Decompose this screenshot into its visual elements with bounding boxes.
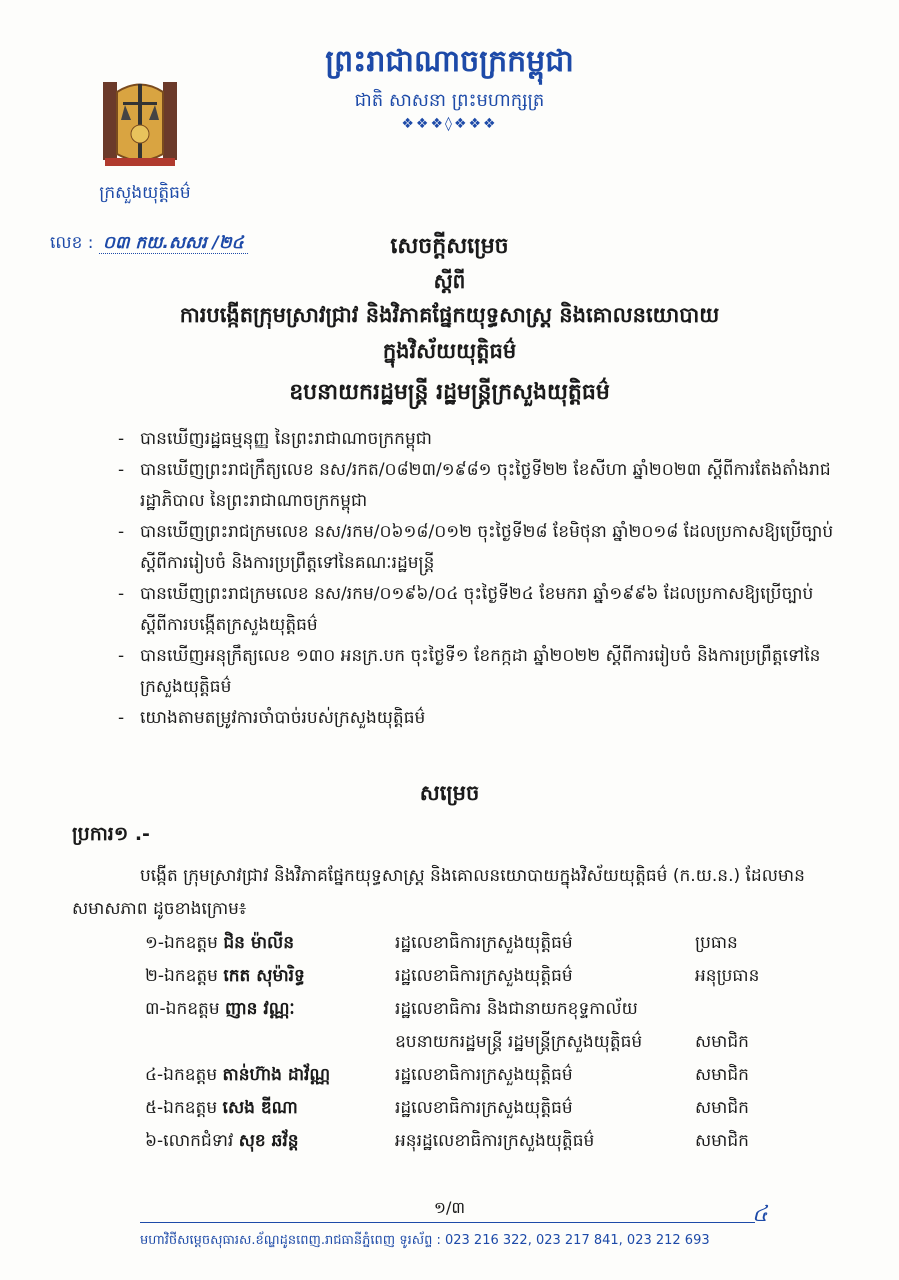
footer-contact bbox=[140, 1232, 860, 1251]
article-label: ប្រការ១ .- bbox=[72, 823, 150, 845]
consideration-item: - បានឃើញព្រះរាជក្រមលេខ នស/រកម/០១៩៦/០៤ ចុះថ្ងៃទី២៤ ខែមករា ឆ្នាំ១៩៩៦ ដែលប្រកាសឱ្យប្រើច្បាប់ស្តីពីការបង្កើតក្រសួងយុត្តិធម៌ bbox=[118, 579, 838, 641]
member-position: សមាជិក bbox=[695, 1131, 749, 1151]
ministry-name: ក្រសួងយុត្តិធម៌ bbox=[99, 183, 191, 203]
kingdom-title: ព្រះរាជាណាចក្រកម្ពុជា bbox=[325, 44, 574, 79]
member-role-continued: ឧបនាយករដ្ឋមន្ត្រី រដ្ឋមន្ត្រីក្រសួងយុត្តិធម៌ bbox=[395, 1032, 643, 1052]
member-name: កេត សុម៉ារិទ្ធ bbox=[223, 966, 305, 986]
document-issuer: ឧបនាយករដ្ឋមន្ត្រី រដ្ឋមន្ត្រីក្រសួងយុត្តិធម៌ bbox=[289, 380, 610, 405]
decision-heading: សម្រេច bbox=[419, 781, 480, 805]
member-position: សមាជិក bbox=[695, 1098, 749, 1118]
member-position: សមាជិក bbox=[695, 1065, 749, 1085]
table-row bbox=[145, 1027, 845, 1060]
consideration-item: - បានឃើញព្រះរាជក្រមលេខ នស/រកម/០៦១៨/០១២ ចុះថ្ងៃទី២៨ ខែមិថុនា ឆ្នាំ២០១៨ ដែលប្រកាសឱ្យប្រើច្បាប់ស្តីពីការរៀបចំ និងការប្រព្រឹត្តទៅនៃគណៈរដ្ឋមន្ត្រី bbox=[118, 517, 838, 579]
table-row bbox=[145, 1093, 845, 1126]
member-role: រដ្ឋលេខាធិការក្រសួងយុត្តិធម៌ bbox=[395, 966, 573, 986]
member-position: សមាជិក bbox=[695, 1032, 749, 1052]
ministry-emblem-icon bbox=[95, 72, 185, 172]
member-role: រដ្ឋលេខាធិការក្រសួងយុត្តិធម៌ bbox=[395, 933, 573, 953]
considerations-list bbox=[118, 424, 838, 734]
table-row bbox=[145, 961, 845, 994]
member-position: អនុប្រធាន bbox=[695, 966, 760, 986]
footer-mark: ៤ bbox=[752, 1202, 768, 1227]
consideration-item: - យោងតាមតម្រូវការចាំបាច់របស់ក្រសួងយុត្តិធម៌ bbox=[118, 703, 838, 734]
reference-prefix: លេខ : bbox=[50, 233, 94, 253]
member-prefix: ១-ឯកឧត្តម bbox=[145, 933, 218, 953]
member-prefix: ៣-ឯកឧត្តម bbox=[145, 999, 220, 1019]
table-row bbox=[145, 1060, 845, 1093]
members-table bbox=[145, 928, 845, 1159]
member-position: ប្រធាន bbox=[695, 933, 738, 953]
member-prefix: ៤-ឯកឧត្តម bbox=[145, 1065, 218, 1085]
national-motto: ជាតិ សាសនា ព្រះមហាក្សត្រ bbox=[354, 90, 545, 111]
table-row bbox=[145, 928, 845, 961]
member-role: អនុរដ្ឋលេខាធិការក្រសួងយុត្តិធម៌ bbox=[395, 1131, 595, 1151]
document-subject-line2: ក្នុងវិស័យយុត្តិធម៌ bbox=[382, 339, 517, 363]
footer-divider bbox=[140, 1222, 755, 1223]
page-number: ១/៣ bbox=[433, 1198, 466, 1217]
reference-value: ០៣ កយ.សសរ /២៤ bbox=[99, 233, 248, 254]
member-role: រដ្ឋលេខាធិការក្រសួងយុត្តិធម៌ bbox=[395, 1098, 573, 1118]
member-name: សេង ឌីណា bbox=[222, 1098, 298, 1118]
member-role: រដ្ឋលេខាធិការក្រសួងយុត្តិធម៌ bbox=[395, 1065, 573, 1085]
document-about: ស្តីពី bbox=[433, 269, 466, 293]
member-name: ញាន វណ្ណៈ bbox=[225, 999, 295, 1019]
consideration-item: - បានឃើញរដ្ឋធម្មនុញ្ញ នៃព្រះរាជាណាចក្រកម្ពុជា bbox=[118, 424, 838, 455]
consideration-item: - បានឃើញព្រះរាជក្រឹត្យលេខ នស/រកត/០៨២៣/១៩៨១ ចុះថ្ងៃទី២២ ខែសីហា ឆ្នាំ២០២៣ ស្តីពីការតែងតាំងរាជរដ្ឋាភិបាល នៃព្រះរាជាណាចក្រកម្ពុជា bbox=[118, 455, 838, 517]
table-row bbox=[145, 1126, 845, 1159]
member-name: សុខ ឆវ័ន្ត bbox=[238, 1131, 299, 1151]
footer-address: មហាវិថីសម្តេចសុធារស.ខ័ណ្ឌដូនពេញ.រាជធានីភ្នំពេញ ទូរស័ព្ទ : bbox=[140, 1233, 441, 1248]
table-row bbox=[145, 994, 845, 1027]
article-body: បង្កើត ក្រុមស្រាវជ្រាវ និងវិភាគផ្នែកយុទ្ធសាស្ត្រ និងគោលនយោបាយក្នុងវិស័យយុត្តិធម៌ (ក.យ.ន.) ដែលមានសមាសភាព ដូចខាងក្រោម៖ bbox=[72, 866, 805, 919]
document-type: សេចក្តីសម្រេច bbox=[390, 234, 509, 259]
member-name: ជិន ម៉ាលីន bbox=[223, 933, 295, 953]
member-name: តាន់ហ៊ាង ដាវ័ណ្ណ bbox=[222, 1065, 331, 1085]
consideration-item: - បានឃើញអនុក្រឹត្យលេខ ១៣០ អនក្រ.បក ចុះថ្ងៃទី១ ខែកក្កដា ឆ្នាំ២០២២ ស្តីពីការរៀបចំ និងការប្រព្រឹត្តទៅនៃក្រសួងយុត្តិធម៌ bbox=[118, 641, 838, 703]
member-prefix: ២-ឯកឧត្តម bbox=[145, 966, 218, 986]
document-subject-line1: ការបង្កើតក្រុមស្រាវជ្រាវ និងវិភាគផ្នែកយុទ្ធសាស្ត្រ និងគោលនយោបាយ bbox=[179, 303, 720, 327]
header-ornament: ❖❖❖◊❖❖❖ bbox=[401, 116, 498, 132]
member-role: រដ្ឋលេខាធិការ និងជានាយកខុទ្ទកាល័យ bbox=[395, 999, 638, 1019]
member-prefix: ៦-លោកជំទាវ bbox=[145, 1131, 234, 1151]
member-prefix: ៥-ឯកឧត្តម bbox=[145, 1098, 218, 1118]
footer-phones: 023 216 322, 023 217 841, 023 212 693 bbox=[444, 1233, 710, 1248]
